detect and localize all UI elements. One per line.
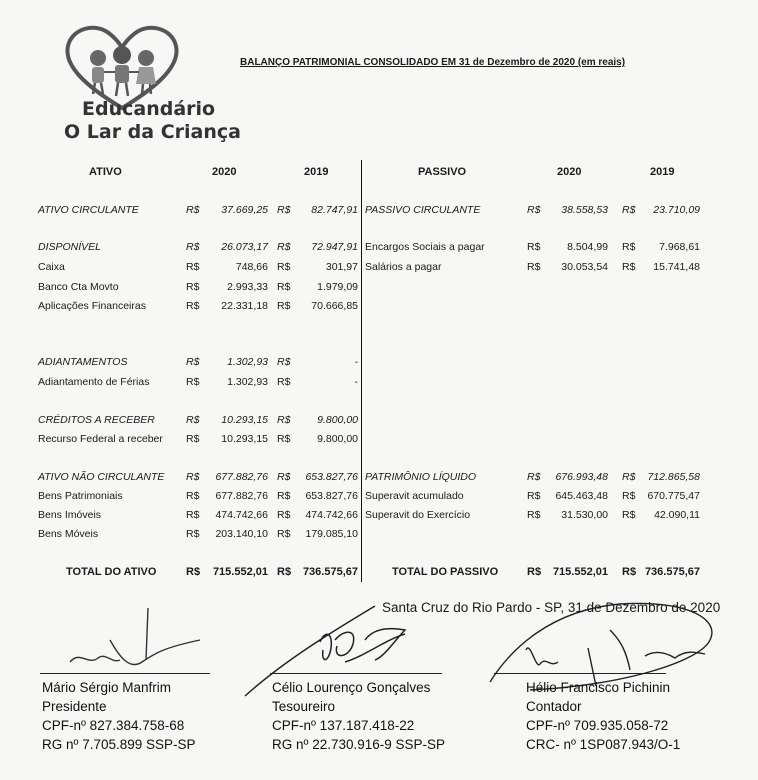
ativo-row-currency-2019: R$ bbox=[277, 356, 291, 368]
passivo-row-value-2020: 30.053,54 bbox=[561, 261, 608, 273]
passivo-row-currency-2020: R$ bbox=[527, 261, 541, 273]
ativo-row-currency-2019: R$ bbox=[277, 528, 291, 540]
passivo-row-label: Salários a pagar bbox=[365, 261, 442, 273]
signatory-1-rg: RG nº 7.705.899 SSP-SP bbox=[42, 737, 196, 752]
ativo-row-currency-2020: R$ bbox=[186, 376, 200, 388]
ativo-row-value-2019: 9.800,00 bbox=[317, 414, 358, 426]
ativo-row-label: Recurso Federal a receber bbox=[38, 433, 163, 445]
ativo-row-value-2020: 203.140,10 bbox=[215, 528, 268, 540]
ativo-row-currency-2019: R$ bbox=[277, 414, 291, 426]
ativo-row-value-2019: 301,97 bbox=[325, 261, 358, 273]
ativo-row-currency-2020: R$ bbox=[186, 356, 200, 368]
total-ativo-2020: 715.552,01 bbox=[212, 566, 268, 578]
passivo-row-currency-2019: R$ bbox=[622, 204, 636, 216]
passivo-row-label: Superavit acumulado bbox=[365, 490, 464, 502]
passivo-row-value-2019: 712.865,58 bbox=[647, 471, 700, 483]
ativo-row-value-2019: 653.827,76 bbox=[305, 471, 358, 483]
passivo-row-value-2019: 23.710,09 bbox=[653, 204, 700, 216]
ativo-row-label: ATIVO NÃO CIRCULANTE bbox=[38, 471, 165, 483]
ativo-row-currency-2020: R$ bbox=[186, 509, 200, 521]
passivo-row-value-2020: 676.993,48 bbox=[555, 471, 608, 483]
signatory-3-rg: CRC- nº 1SP087.943/O-1 bbox=[526, 737, 681, 752]
ativo-row-currency-2019: R$ bbox=[277, 490, 291, 502]
ativo-row-value-2020: 10.293,15 bbox=[221, 433, 268, 445]
ativo-row-value-2019: 82.747,91 bbox=[311, 204, 358, 216]
ativo-row-value-2019: 72.947,91 bbox=[311, 241, 358, 253]
header-ativo-2019: 2019 bbox=[304, 166, 329, 178]
ativo-row-label: ATIVO CIRCULANTE bbox=[38, 204, 139, 216]
header-passivo-2020: 2020 bbox=[557, 166, 582, 178]
ativo-row-label: Adiantamento de Férias bbox=[38, 376, 150, 388]
ativo-row-label: CRÉDITOS A RECEBER bbox=[38, 414, 155, 426]
header-ativo: ATIVO bbox=[89, 166, 122, 178]
column-divider bbox=[361, 160, 362, 582]
ativo-row-currency-2019: R$ bbox=[277, 300, 291, 312]
passivo-row-label: PATRIMÔNIO LÍQUIDO bbox=[365, 471, 477, 483]
ativo-row-value-2020: 677.882,76 bbox=[215, 490, 268, 502]
signature-line-contador bbox=[494, 673, 666, 674]
ativo-row-label: Bens Patrimoniais bbox=[38, 490, 123, 502]
ativo-row-value-2020: 2.993,33 bbox=[227, 281, 268, 293]
ativo-row-value-2019: 179.085,10 bbox=[305, 528, 358, 540]
signatory-2-cpf: CPF-nº 137.187.418-22 bbox=[272, 718, 415, 733]
total-ativo-currency-2019: R$ bbox=[277, 566, 292, 578]
passivo-row-currency-2019: R$ bbox=[622, 241, 636, 253]
total-passivo-label: TOTAL DO PASSIVO bbox=[392, 566, 499, 578]
header-passivo: PASSIVO bbox=[418, 166, 467, 178]
signature-line-tesoureiro bbox=[270, 673, 442, 674]
ativo-row-value-2020: 748,66 bbox=[235, 261, 268, 273]
passivo-row-currency-2020: R$ bbox=[527, 509, 541, 521]
passivo-row-currency-2019: R$ bbox=[622, 509, 636, 521]
signature-presidente bbox=[50, 600, 220, 680]
place-date: Santa Cruz do Rio Pardo - SP, 31 de Dezembro de 2020 bbox=[382, 600, 721, 615]
document-title: BALANÇO PATRIMONIAL CONSOLIDADO EM 31 de Dezembro de 2020 (em reais) bbox=[240, 57, 626, 68]
total-passivo-2019: 736.575,67 bbox=[644, 566, 700, 578]
ativo-row-value-2020: 677.882,76 bbox=[215, 471, 268, 483]
ativo-row-value-2020: 1.302,93 bbox=[227, 376, 268, 388]
ativo-row-value-2020: 22.331,18 bbox=[221, 300, 268, 312]
ativo-row-currency-2019: R$ bbox=[277, 241, 291, 253]
ativo-row-value-2019: - bbox=[354, 376, 358, 388]
passivo-row-label: Superavit do Exercício bbox=[365, 509, 471, 521]
ativo-row-currency-2019: R$ bbox=[277, 376, 291, 388]
ativo-row-value-2020: 26.073,17 bbox=[221, 241, 268, 253]
ativo-row-currency-2019: R$ bbox=[277, 204, 291, 216]
passivo-row-value-2019: 15.741,48 bbox=[653, 261, 700, 273]
ativo-row-value-2020: 10.293,15 bbox=[221, 414, 268, 426]
signatory-1-cpf: CPF-nº 827.384.758-68 bbox=[42, 718, 185, 733]
ativo-row-currency-2020: R$ bbox=[186, 300, 200, 312]
passivo-row-value-2020: 38.558,53 bbox=[561, 204, 608, 216]
signatory-3-cpf: CPF-nº 709.935.058-72 bbox=[526, 718, 669, 733]
ativo-row-value-2019: 70.666,85 bbox=[311, 300, 358, 312]
ativo-row-label: DISPONÍVEL bbox=[38, 241, 102, 253]
header-ativo-2020: 2020 bbox=[212, 166, 237, 178]
passivo-row-value-2020: 31.530,00 bbox=[561, 509, 608, 521]
passivo-row-currency-2020: R$ bbox=[527, 490, 541, 502]
logo-line-1: Educandário bbox=[82, 98, 216, 120]
ativo-row-currency-2020: R$ bbox=[186, 204, 200, 216]
ativo-row-label: Bens Móveis bbox=[38, 528, 99, 540]
passivo-row-currency-2020: R$ bbox=[527, 204, 541, 216]
ativo-row-currency-2020: R$ bbox=[186, 490, 200, 502]
ativo-row-label: Aplicações Financeiras bbox=[38, 300, 146, 312]
ativo-row-value-2020: 1.302,93 bbox=[227, 356, 268, 368]
ativo-row-currency-2020: R$ bbox=[186, 241, 200, 253]
total-ativo-currency-2020: R$ bbox=[186, 566, 201, 578]
ativo-row-value-2020: 37.669,25 bbox=[221, 204, 268, 216]
ativo-row-value-2019: 9.800,00 bbox=[317, 433, 358, 445]
passivo-row-value-2019: 670.775,47 bbox=[647, 490, 700, 502]
ativo-row-label: ADIANTAMENTOS bbox=[38, 356, 128, 368]
ativo-row-currency-2020: R$ bbox=[186, 433, 200, 445]
signature-line-presidente bbox=[40, 673, 210, 674]
signatory-2-name: Célio Lourenço Gonçalves bbox=[272, 680, 431, 695]
signatory-1-role: Presidente bbox=[42, 699, 107, 714]
passivo-row-value-2019: 7.968,61 bbox=[659, 241, 700, 253]
signatory-3-name: Hélio Francisco Pichinin bbox=[526, 680, 671, 695]
passivo-row-currency-2019: R$ bbox=[622, 261, 636, 273]
ativo-row-currency-2019: R$ bbox=[277, 509, 291, 521]
ativo-row-value-2019: 474.742,66 bbox=[305, 509, 358, 521]
passivo-row-value-2019: 42.090,11 bbox=[654, 509, 700, 521]
passivo-row-label: Encargos Sociais a pagar bbox=[365, 241, 485, 253]
ativo-row-value-2020: 474.742,66 bbox=[215, 509, 268, 521]
ativo-row-currency-2019: R$ bbox=[277, 433, 291, 445]
signatory-2-role: Tesoureiro bbox=[272, 699, 336, 714]
ativo-row-currency-2019: R$ bbox=[277, 281, 291, 293]
ativo-row-currency-2020: R$ bbox=[186, 528, 200, 540]
total-passivo-currency-2019: R$ bbox=[622, 566, 637, 578]
ativo-row-value-2019: 653.827,76 bbox=[305, 490, 358, 502]
passivo-row-value-2020: 645.463,48 bbox=[555, 490, 608, 502]
ativo-row-currency-2020: R$ bbox=[186, 414, 200, 426]
ativo-row-label: Banco Cta Movto bbox=[38, 281, 119, 293]
passivo-row-currency-2020: R$ bbox=[527, 241, 541, 253]
ativo-row-value-2019: 1.979,09 bbox=[317, 281, 358, 293]
ativo-row-label: Caixa bbox=[38, 261, 65, 273]
passivo-row-label: PASSIVO CIRCULANTE bbox=[365, 204, 481, 216]
signatory-3-role: Contador bbox=[526, 699, 582, 714]
ativo-row-currency-2019: R$ bbox=[277, 471, 291, 483]
signatory-1-name: Mário Sérgio Manfrim bbox=[42, 680, 172, 695]
logo-line-2: O Lar da Criança bbox=[64, 121, 241, 143]
header-passivo-2019: 2019 bbox=[650, 166, 675, 178]
passivo-row-currency-2019: R$ bbox=[622, 471, 636, 483]
passivo-row-value-2020: 8.504,99 bbox=[567, 241, 608, 253]
ativo-row-currency-2020: R$ bbox=[186, 261, 200, 273]
ativo-row-currency-2020: R$ bbox=[186, 281, 200, 293]
total-ativo-label: TOTAL DO ATIVO bbox=[66, 566, 157, 578]
total-ativo-2019: 736.575,67 bbox=[302, 566, 358, 578]
passivo-row-currency-2019: R$ bbox=[622, 490, 636, 502]
ativo-row-label: Bens Imóveis bbox=[38, 509, 102, 521]
ativo-row-value-2019: - bbox=[354, 356, 358, 368]
ativo-row-currency-2019: R$ bbox=[277, 261, 291, 273]
passivo-row-currency-2020: R$ bbox=[527, 471, 541, 483]
ativo-row-currency-2020: R$ bbox=[186, 471, 200, 483]
total-passivo-currency-2020: R$ bbox=[527, 566, 542, 578]
signatory-2-rg: RG nº 22.730.916-9 SSP-SP bbox=[272, 737, 446, 752]
total-passivo-2020: 715.552,01 bbox=[552, 566, 608, 578]
